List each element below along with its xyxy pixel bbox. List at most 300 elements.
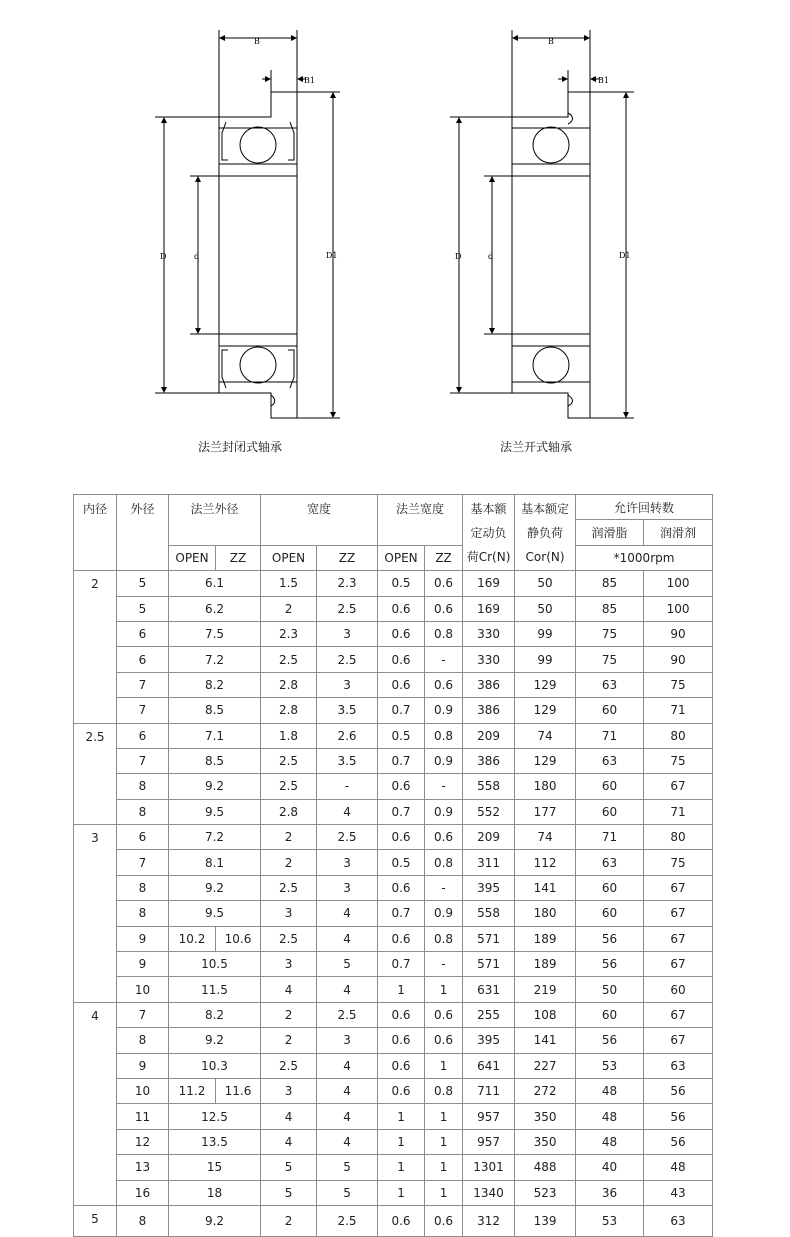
table-row [74,621,713,646]
table-row [74,1180,713,1205]
cell-dynamic-load: 957 [463,1129,515,1154]
cell-static-load: 189 [515,926,576,951]
header-static-load-line-2: 静负荷 [527,525,564,540]
cell-width-open: 2.3 [261,621,317,646]
cell-speed-oil: 48 [644,1155,713,1180]
cell-width-open: 4 [261,977,317,1002]
header-dynamic-load-line-3: 荷Cr(N) [466,549,511,564]
table-row [74,647,713,672]
cell-flange-width-open: 0.6 [378,926,425,951]
cell-flange-width-open: 1 [378,1155,425,1180]
cell-flange-width-zz: 0.9 [425,799,463,824]
cell-dynamic-load: 209 [463,723,515,748]
cell-flange-width-open: 0.6 [378,647,425,672]
cell-static-load: 523 [515,1180,576,1205]
cell-speed-oil: 56 [644,1078,713,1103]
cell-speed-oil: 67 [644,1028,713,1053]
cell-speed-grease: 63 [576,748,644,773]
cell-flange-width-zz: 0.8 [425,926,463,951]
cell-speed-oil: 67 [644,774,713,799]
cell-dynamic-load: 641 [463,1053,515,1078]
dim-label-d-left: d [194,252,200,261]
dim-label-D1-left: D1 [326,251,338,260]
cell-outer-diameter: 12 [117,1129,169,1154]
cell-width-open: 2.5 [261,1053,317,1078]
bearing-drawings [0,0,790,480]
cell-speed-grease: 56 [576,1028,644,1053]
cell-inner-diameter: 3 [74,825,117,1003]
cell-width-zz: 3 [317,621,378,646]
cell-speed-oil: 67 [644,952,713,977]
cell-flange-width-zz: 0.6 [425,825,463,850]
cell-flange-width-zz: 1 [425,1053,463,1078]
cell-static-load: 488 [515,1155,576,1180]
cell-static-load: 350 [515,1129,576,1154]
header-inner-diameter: 内径 [74,495,117,571]
cell-outer-diameter: 10 [117,977,169,1002]
cell-dynamic-load: 395 [463,1028,515,1053]
cell-outer-diameter: 13 [117,1155,169,1180]
cell-static-load: 139 [515,1205,576,1236]
cell-flange-width-zz: 0.6 [425,672,463,697]
table-row [74,901,713,926]
cell-outer-diameter: 9 [117,926,169,951]
cell-flange-width-zz: 1 [425,1155,463,1180]
cell-width-open: 2 [261,596,317,621]
table-row [74,1205,713,1236]
cell-width-zz: 3 [317,875,378,900]
cell-dynamic-load: 1301 [463,1155,515,1180]
cell-flange-width-zz: - [425,647,463,672]
cell-width-open: 3 [261,901,317,926]
cell-width-open: 2.5 [261,748,317,773]
table-body [74,571,713,1237]
cell-inner-diameter: 4 [74,1002,117,1205]
header-dynamic-load-line-2: 定动负 [470,525,507,540]
cell-width-open: 2.5 [261,774,317,799]
cell-flange-od: 8.5 [169,698,261,723]
cell-outer-diameter: 8 [117,1205,169,1236]
cell-static-load: 350 [515,1104,576,1129]
cell-dynamic-load: 1340 [463,1180,515,1205]
cell-static-load: 272 [515,1078,576,1103]
header-flange-od-zz: ZZ [216,545,261,570]
cell-flange-od-zz: 11.6 [216,1078,261,1103]
table-row [74,698,713,723]
cell-static-load: 227 [515,1053,576,1078]
cell-flange-width-open: 0.7 [378,698,425,723]
cell-flange-width-zz: 0.6 [425,1002,463,1027]
cell-flange-od: 10.3 [169,1053,261,1078]
cell-width-open: 2 [261,1028,317,1053]
table-row [74,774,713,799]
cell-dynamic-load: 330 [463,621,515,646]
cell-static-load: 108 [515,1002,576,1027]
dim-label-B1-right: B1 [598,76,609,85]
cell-width-zz: 3.5 [317,698,378,723]
diagram-flanged-shielded [155,30,340,418]
cell-width-open: 2.8 [261,799,317,824]
cell-flange-od: 7.5 [169,621,261,646]
cell-speed-oil: 100 [644,596,713,621]
cell-flange-width-open: 0.6 [378,672,425,697]
cell-width-zz: 5 [317,952,378,977]
cell-speed-grease: 50 [576,977,644,1002]
table-row [74,825,713,850]
cell-flange-od: 9.5 [169,799,261,824]
cell-flange-width-open: 1 [378,1180,425,1205]
cell-speed-grease: 71 [576,825,644,850]
cell-width-zz: 2.5 [317,1002,378,1027]
cell-speed-grease: 85 [576,596,644,621]
table-row [74,850,713,875]
cell-width-zz: 3 [317,1028,378,1053]
table-row [74,1028,713,1053]
table-row [74,1104,713,1129]
header-flange-od-open: OPEN [169,545,216,570]
cell-width-open: 2.5 [261,926,317,951]
cell-flange-width-open: 0.6 [378,875,425,900]
cell-dynamic-load: 330 [463,647,515,672]
cell-flange-width-open: 0.5 [378,723,425,748]
cell-flange-width-zz: - [425,952,463,977]
header-width-zz: ZZ [317,545,378,570]
cell-flange-od: 15 [169,1155,261,1180]
table-row [74,977,713,1002]
cell-width-open: 2 [261,825,317,850]
cell-flange-width-zz: 0.6 [425,1028,463,1053]
cell-speed-oil: 75 [644,748,713,773]
cell-dynamic-load: 209 [463,825,515,850]
cell-speed-grease: 60 [576,774,644,799]
cell-outer-diameter: 7 [117,672,169,697]
cell-dynamic-load: 558 [463,774,515,799]
cell-speed-grease: 56 [576,952,644,977]
cell-flange-od: 9.2 [169,875,261,900]
cell-width-zz: 3 [317,672,378,697]
header-flange-width-zz: ZZ [425,545,463,570]
cell-flange-od: 6.2 [169,596,261,621]
cell-static-load: 141 [515,875,576,900]
cell-outer-diameter: 7 [117,1002,169,1027]
cell-width-zz: - [317,774,378,799]
table-row [74,1155,713,1180]
cell-outer-diameter: 9 [117,1053,169,1078]
table-row [74,1002,713,1027]
header-allowed-speed: 允许回转数 [576,495,713,520]
cell-speed-grease: 60 [576,698,644,723]
header-dynamic-load [463,495,515,571]
cell-flange-width-open: 0.6 [378,1078,425,1103]
cell-width-zz: 2.6 [317,723,378,748]
cell-speed-oil: 80 [644,825,713,850]
cell-static-load: 74 [515,825,576,850]
cell-speed-oil: 67 [644,901,713,926]
cell-outer-diameter: 10 [117,1078,169,1103]
table-row [74,748,713,773]
cell-flange-od: 12.5 [169,1104,261,1129]
cell-speed-grease: 85 [576,571,644,596]
cell-width-zz: 3 [317,850,378,875]
cell-dynamic-load: 255 [463,1002,515,1027]
cell-dynamic-load: 386 [463,698,515,723]
cell-speed-grease: 53 [576,1053,644,1078]
header-flange-width-open: OPEN [378,545,425,570]
table-row [74,672,713,697]
table-row [74,571,713,596]
cell-width-zz: 4 [317,799,378,824]
cell-width-zz: 5 [317,1155,378,1180]
cell-flange-od: 10.5 [169,952,261,977]
caption-flanged-shielded: 法兰封闭式轴承 [198,440,283,454]
cell-flange-width-zz: 1 [425,977,463,1002]
cell-width-zz: 2.5 [317,1205,378,1236]
dim-label-B-left: B [254,37,260,46]
cell-speed-grease: 60 [576,799,644,824]
cell-speed-grease: 60 [576,901,644,926]
cell-width-zz: 2.5 [317,647,378,672]
cell-outer-diameter: 6 [117,647,169,672]
cell-speed-oil: 90 [644,621,713,646]
header-speed-unit: *1000rpm [576,545,713,570]
cell-width-open: 3 [261,1078,317,1103]
cell-dynamic-load: 386 [463,748,515,773]
cell-flange-width-open: 0.6 [378,825,425,850]
cell-speed-grease: 63 [576,672,644,697]
cell-dynamic-load: 311 [463,850,515,875]
cell-dynamic-load: 631 [463,977,515,1002]
cell-static-load: 180 [515,901,576,926]
dim-label-D-right: D [455,252,462,261]
cell-flange-width-open: 0.6 [378,1205,425,1236]
cell-speed-oil: 75 [644,850,713,875]
table-row [74,799,713,824]
cell-width-zz: 4 [317,901,378,926]
cell-speed-grease: 75 [576,621,644,646]
cell-flange-od: 9.2 [169,774,261,799]
header-static-load-line-1: 基本额定 [521,501,570,516]
table-row [74,1129,713,1154]
cell-static-load: 50 [515,596,576,621]
caption-flanged-open: 法兰开式轴承 [500,440,573,454]
header-width-open: OPEN [261,545,317,570]
cell-width-open: 5 [261,1155,317,1180]
header-flange-width: 法兰宽度 [378,495,463,546]
cell-outer-diameter: 6 [117,723,169,748]
dim-label-D1-right: D1 [619,251,631,260]
cell-dynamic-load: 395 [463,875,515,900]
cell-width-open: 2.8 [261,698,317,723]
cell-flange-width-zz: 0.6 [425,596,463,621]
cell-flange-width-zz: - [425,774,463,799]
cell-flange-width-zz: 0.8 [425,850,463,875]
cell-outer-diameter: 7 [117,748,169,773]
header-static-load [515,495,576,571]
cell-flange-width-open: 0.6 [378,1053,425,1078]
cell-dynamic-load: 552 [463,799,515,824]
cell-dynamic-load: 571 [463,952,515,977]
header-width: 宽度 [261,495,378,546]
cell-flange-od: 7.1 [169,723,261,748]
cell-static-load: 74 [515,723,576,748]
cell-width-zz: 4 [317,1078,378,1103]
header-flange-od: 法兰外径 [169,495,261,546]
cell-speed-oil: 71 [644,799,713,824]
cell-static-load: 189 [515,952,576,977]
cell-width-open: 4 [261,1104,317,1129]
table-header-row-3 [74,545,713,570]
cell-width-open: 1.5 [261,571,317,596]
cell-width-open: 3 [261,952,317,977]
table-row [74,952,713,977]
cell-flange-od: 8.2 [169,1002,261,1027]
cell-speed-oil: 90 [644,647,713,672]
cell-flange-od: 6.1 [169,571,261,596]
cell-outer-diameter: 5 [117,571,169,596]
cell-width-zz: 5 [317,1180,378,1205]
cell-flange-width-open: 0.6 [378,1028,425,1053]
cell-flange-od: 9.2 [169,1028,261,1053]
cell-outer-diameter: 9 [117,952,169,977]
cell-outer-diameter: 8 [117,799,169,824]
cell-inner-diameter: 2 [74,571,117,723]
cell-static-load: 219 [515,977,576,1002]
cell-flange-width-zz: 1 [425,1180,463,1205]
cell-speed-grease: 40 [576,1155,644,1180]
cell-flange-od: 8.5 [169,748,261,773]
cell-speed-oil: 63 [644,1205,713,1236]
cell-flange-width-zz: - [425,875,463,900]
cell-outer-diameter: 8 [117,774,169,799]
table-row [74,926,713,951]
diagram-flanged-open [450,30,634,418]
cell-flange-od: 9.5 [169,901,261,926]
cell-dynamic-load: 558 [463,901,515,926]
table-row [74,1078,713,1103]
cell-static-load: 129 [515,748,576,773]
cell-speed-grease: 60 [576,875,644,900]
table-row [74,596,713,621]
cell-flange-width-open: 1 [378,1104,425,1129]
cell-speed-grease: 63 [576,850,644,875]
cell-dynamic-load: 386 [463,672,515,697]
cell-speed-oil: 100 [644,571,713,596]
cell-width-open: 2.8 [261,672,317,697]
cell-static-load: 141 [515,1028,576,1053]
cell-flange-width-zz: 0.8 [425,723,463,748]
cell-flange-width-open: 1 [378,977,425,1002]
cell-speed-oil: 43 [644,1180,713,1205]
cell-speed-grease: 71 [576,723,644,748]
cell-width-open: 2 [261,850,317,875]
cell-flange-od: 8.2 [169,672,261,697]
cell-flange-od: 7.2 [169,825,261,850]
cell-outer-diameter: 11 [117,1104,169,1129]
cell-flange-width-open: 0.7 [378,952,425,977]
cell-width-open: 2 [261,1002,317,1027]
cell-static-load: 180 [515,774,576,799]
cell-speed-grease: 56 [576,926,644,951]
cell-speed-grease: 60 [576,1002,644,1027]
cell-speed-grease: 48 [576,1078,644,1103]
cell-outer-diameter: 7 [117,698,169,723]
cell-flange-od-open: 10.2 [169,926,216,951]
cell-width-open: 2 [261,1205,317,1236]
cell-flange-width-open: 0.6 [378,1002,425,1027]
cell-speed-oil: 56 [644,1129,713,1154]
cell-speed-grease: 53 [576,1205,644,1236]
table-row [74,723,713,748]
dim-label-B1-left: B1 [304,76,315,85]
cell-width-zz: 4 [317,1053,378,1078]
cell-width-zz: 4 [317,1104,378,1129]
cell-flange-od: 18 [169,1180,261,1205]
cell-flange-width-zz: 0.9 [425,748,463,773]
cell-flange-od: 13.5 [169,1129,261,1154]
cell-inner-diameter: 5 [74,1205,117,1236]
table-row [74,1053,713,1078]
cell-speed-oil: 80 [644,723,713,748]
cell-speed-grease: 48 [576,1129,644,1154]
cell-flange-width-zz: 0.9 [425,698,463,723]
cell-flange-width-zz: 1 [425,1104,463,1129]
bearing-spec-table [73,494,713,1237]
cell-outer-diameter: 6 [117,621,169,646]
cell-width-open: 1.8 [261,723,317,748]
cell-width-open: 5 [261,1180,317,1205]
cell-dynamic-load: 312 [463,1205,515,1236]
cell-speed-oil: 71 [644,698,713,723]
cell-speed-grease: 36 [576,1180,644,1205]
cell-speed-grease: 48 [576,1104,644,1129]
cell-speed-grease: 75 [576,647,644,672]
cell-flange-width-open: 1 [378,1129,425,1154]
cell-flange-width-open: 0.5 [378,571,425,596]
table-row [74,875,713,900]
cell-flange-width-open: 0.7 [378,748,425,773]
cell-speed-oil: 75 [644,672,713,697]
cell-width-zz: 4 [317,977,378,1002]
cell-flange-od: 8.1 [169,850,261,875]
cell-dynamic-load: 571 [463,926,515,951]
cell-flange-width-zz: 0.8 [425,621,463,646]
cell-flange-width-open: 0.7 [378,799,425,824]
cell-width-zz: 4 [317,926,378,951]
cell-outer-diameter: 8 [117,901,169,926]
cell-dynamic-load: 169 [463,596,515,621]
cell-flange-od: 7.2 [169,647,261,672]
cell-width-zz: 2.5 [317,825,378,850]
cell-outer-diameter: 5 [117,596,169,621]
dim-label-D-left: D [160,252,167,261]
cell-flange-od: 9.2 [169,1205,261,1236]
cell-flange-width-zz: 0.8 [425,1078,463,1103]
cell-static-load: 112 [515,850,576,875]
table-header-row-1 [74,495,713,520]
header-oil: 润滑剂 [644,520,713,545]
dim-label-d-right: d [488,252,494,261]
cell-width-zz: 2.5 [317,596,378,621]
cell-outer-diameter: 6 [117,825,169,850]
cell-dynamic-load: 169 [463,571,515,596]
cell-flange-width-open: 0.7 [378,901,425,926]
cell-flange-width-zz: 0.9 [425,901,463,926]
cell-outer-diameter: 8 [117,1028,169,1053]
cell-static-load: 50 [515,571,576,596]
cell-static-load: 99 [515,621,576,646]
cell-speed-oil: 67 [644,1002,713,1027]
cell-width-open: 2.5 [261,647,317,672]
